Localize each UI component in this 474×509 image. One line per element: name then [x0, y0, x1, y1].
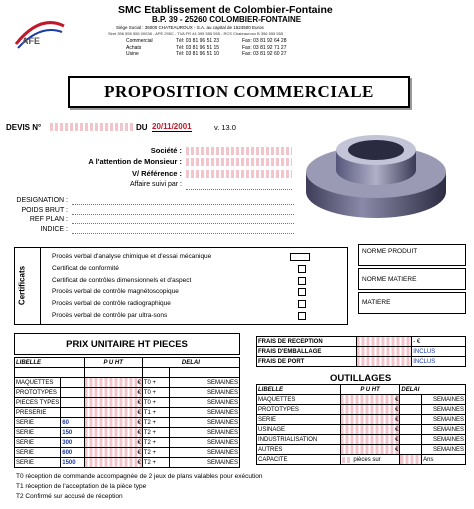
table-row: SERIE € SEMAINES: [258, 416, 464, 423]
outillage-price-input[interactable]: €: [340, 405, 400, 415]
table-header-row: [257, 385, 466, 395]
certificate-checkbox[interactable]: [298, 312, 306, 320]
table-row: FRAIS D'EMBALLAGE INCLUS: [257, 347, 466, 357]
note-t0: T0 réception de commande accompagnée de 2 jeux de plans valables pour exécution: [16, 473, 263, 480]
price-input[interactable]: €: [84, 418, 142, 428]
table-row: MAQUETTES € SEMAINES: [258, 396, 464, 403]
reference-label: V/ Référence :: [131, 169, 182, 178]
price-input[interactable]: €: [84, 378, 142, 388]
table-row: SERIE 1500 € T2 + SEMAINES: [16, 459, 238, 466]
table-row: PROTOTYPES € T0 + SEMAINES: [16, 389, 238, 396]
prix-title-box: [14, 333, 240, 355]
capacite-years-input[interactable]: [400, 455, 422, 465]
company-legal: Siège Social : 36000 CHATEAUROUX - S.A. au capital de 1524500 Euros: [116, 25, 264, 30]
norme-produit-box[interactable]: NORME PRODUIT: [358, 244, 466, 266]
certificates-side-label: Certificats: [17, 265, 27, 306]
indice-label: INDICE :: [40, 225, 68, 233]
prix-header-libelle: LIBELLE: [15, 358, 85, 368]
company-name: SMC Etablissement de Colombier-Fontaine: [118, 4, 333, 16]
table-row: FRAIS DE RECEPTION - €: [257, 337, 466, 347]
norme-matiere-box[interactable]: NORME MATIERE: [358, 268, 466, 290]
devis-date: 20/11/2001: [152, 122, 192, 131]
attention-label: A l'attention de Monsieur :: [88, 157, 182, 166]
company-legal-2: Siret 396 555 555 00038 - APE 295C - TVA FR 44 395 555 555 - RCS Chateauroux B 396 555 555: [108, 31, 284, 36]
table-row: SERIE 300 € T2 + SEMAINES: [16, 439, 238, 446]
reference-field[interactable]: [186, 170, 292, 178]
price-input[interactable]: €: [84, 428, 142, 438]
outillages-header-puht: P U HT: [340, 385, 400, 395]
part-illustration: [296, 110, 456, 230]
certificate-item: Procès verbal de contrôle magnétoscopique: [52, 286, 308, 298]
certificate-item: Procès verbal d'analyse chimique et d'essai mécanique: [52, 251, 308, 263]
frais-port-value: INCLUS: [412, 357, 466, 367]
societe-field[interactable]: [186, 147, 292, 155]
table-header-row: [15, 358, 240, 368]
outillages-header-delai: DELAI: [400, 385, 466, 395]
prix-title: PRIX UNITAIRE HT PIECES: [66, 338, 188, 350]
table-row: PROTOTYPES € SEMAINES: [258, 406, 464, 413]
outillages-table: [256, 384, 466, 465]
page-title: PROPOSITION COMMERCIALE: [104, 82, 374, 101]
notes: [16, 472, 262, 502]
contact-list: [126, 38, 286, 58]
designation-field[interactable]: [72, 204, 294, 205]
devis-version: v. 13.0: [214, 123, 236, 132]
attention-field[interactable]: [186, 158, 292, 166]
capacite-row: CAPACITE pièces sur Ans: [257, 455, 466, 465]
page-title-box: [68, 76, 410, 108]
prix-header-delai: DELAI: [142, 358, 239, 368]
certificate-item: Certificat de contrôles dimensionnels et d'aspect: [52, 275, 308, 287]
company-address: B.P. 39 - 25260 COLOMBIER-FONTAINE: [152, 15, 302, 24]
devis-label: DEVIS N°: [6, 123, 42, 132]
certificate-checkbox[interactable]: [298, 265, 306, 273]
price-input[interactable]: €: [84, 398, 142, 408]
table-row: MAQUETTES € T0 + SEMAINES: [16, 379, 238, 386]
outillage-price-input[interactable]: €: [340, 415, 400, 425]
contact-row: Achats Tél: 03 81 96 51 15 Fax: 03 81 92 71 27: [126, 44, 287, 51]
part-fields: [4, 197, 294, 235]
certificate-checkbox[interactable]: [298, 300, 306, 308]
outillage-price-input[interactable]: €: [340, 425, 400, 435]
designation-label: DESIGNATION :: [16, 197, 68, 204]
certificate-list: [52, 251, 308, 322]
note-t1: T1 réception de l'acceptation de la pièce type: [16, 483, 147, 490]
frais-table: [256, 336, 466, 367]
certificate-item: Certificat de conformité: [52, 263, 308, 275]
certificate-checkbox[interactable]: [298, 288, 306, 296]
price-input[interactable]: €: [84, 408, 142, 418]
table-row: SERIE 150 € T2 + SEMAINES: [16, 429, 238, 436]
ref-plan-label: REF PLAN :: [29, 216, 68, 223]
outillages-header-libelle: LIBELLE: [257, 385, 341, 395]
outillage-price-input[interactable]: €: [340, 445, 400, 455]
table-row: PRESERIE € T1 + SEMAINES: [16, 409, 238, 416]
capacite-input[interactable]: pièces sur: [340, 455, 400, 465]
affaire-label: Affaire suivi par :: [129, 181, 182, 188]
certificate-checkbox[interactable]: [298, 277, 306, 285]
devis-du-label: DU: [136, 123, 148, 132]
certificate-item: Procès verbal de contrôle par ultra-sons: [52, 310, 308, 322]
ref-plan-field[interactable]: [72, 223, 294, 224]
certificates-divider: [40, 247, 41, 325]
outillages-title: OUTILLAGES: [330, 373, 392, 384]
outillage-price-input[interactable]: €: [340, 435, 400, 445]
price-input[interactable]: €: [84, 438, 142, 448]
prix-header-puht: P U HT: [84, 358, 142, 368]
table-row: [15, 368, 240, 378]
certificate-item: Procès verbal de contrôle radiographique: [52, 298, 308, 310]
societe-label: Société :: [150, 146, 182, 155]
table-row: USINAGE € SEMAINES: [258, 426, 464, 433]
outillage-price-input[interactable]: €: [340, 395, 400, 405]
price-input[interactable]: €: [84, 388, 142, 398]
devis-number-field[interactable]: [50, 123, 134, 131]
table-row: INDUSTRIALISATION € SEMAINES: [258, 436, 464, 443]
indice-field[interactable]: [72, 233, 294, 234]
frais-reception-value: - €: [412, 337, 466, 347]
table-row: SERIE 60 € T2 + SEMAINES: [16, 419, 238, 426]
note-t2: T2 Confirmé sur accusé de réception: [16, 493, 123, 500]
poids-brut-field[interactable]: [72, 214, 294, 215]
table-row: PIECES TYPES € T0 + SEMAINES: [16, 399, 238, 406]
affaire-field[interactable]: [186, 188, 292, 190]
prix-table: [14, 357, 240, 468]
contact-row: Usine Tél: 03 81 96 51 10 Fax: 03 81 92 60 27: [126, 51, 287, 57]
company-logo: AFE: [14, 10, 66, 50]
price-input[interactable]: €: [84, 458, 142, 468]
table-row: SERIE 600 € T2 + SEMAINES: [16, 449, 238, 456]
matiere-box[interactable]: MATIERE: [358, 292, 466, 314]
table-row: AUTRES € SEMAINES: [258, 446, 464, 453]
certificate-checkbox[interactable]: [290, 253, 310, 261]
contact-row: Commercial Tél: 03 81 96 51 23 Fax: 03 81 92 64 28: [126, 38, 287, 44]
price-input[interactable]: €: [84, 448, 142, 458]
table-row: FRAIS DE PORT INCLUS: [257, 357, 466, 367]
poids-brut-label: POIDS BRUT :: [21, 206, 68, 214]
frais-emballage-value: INCLUS: [412, 347, 466, 357]
